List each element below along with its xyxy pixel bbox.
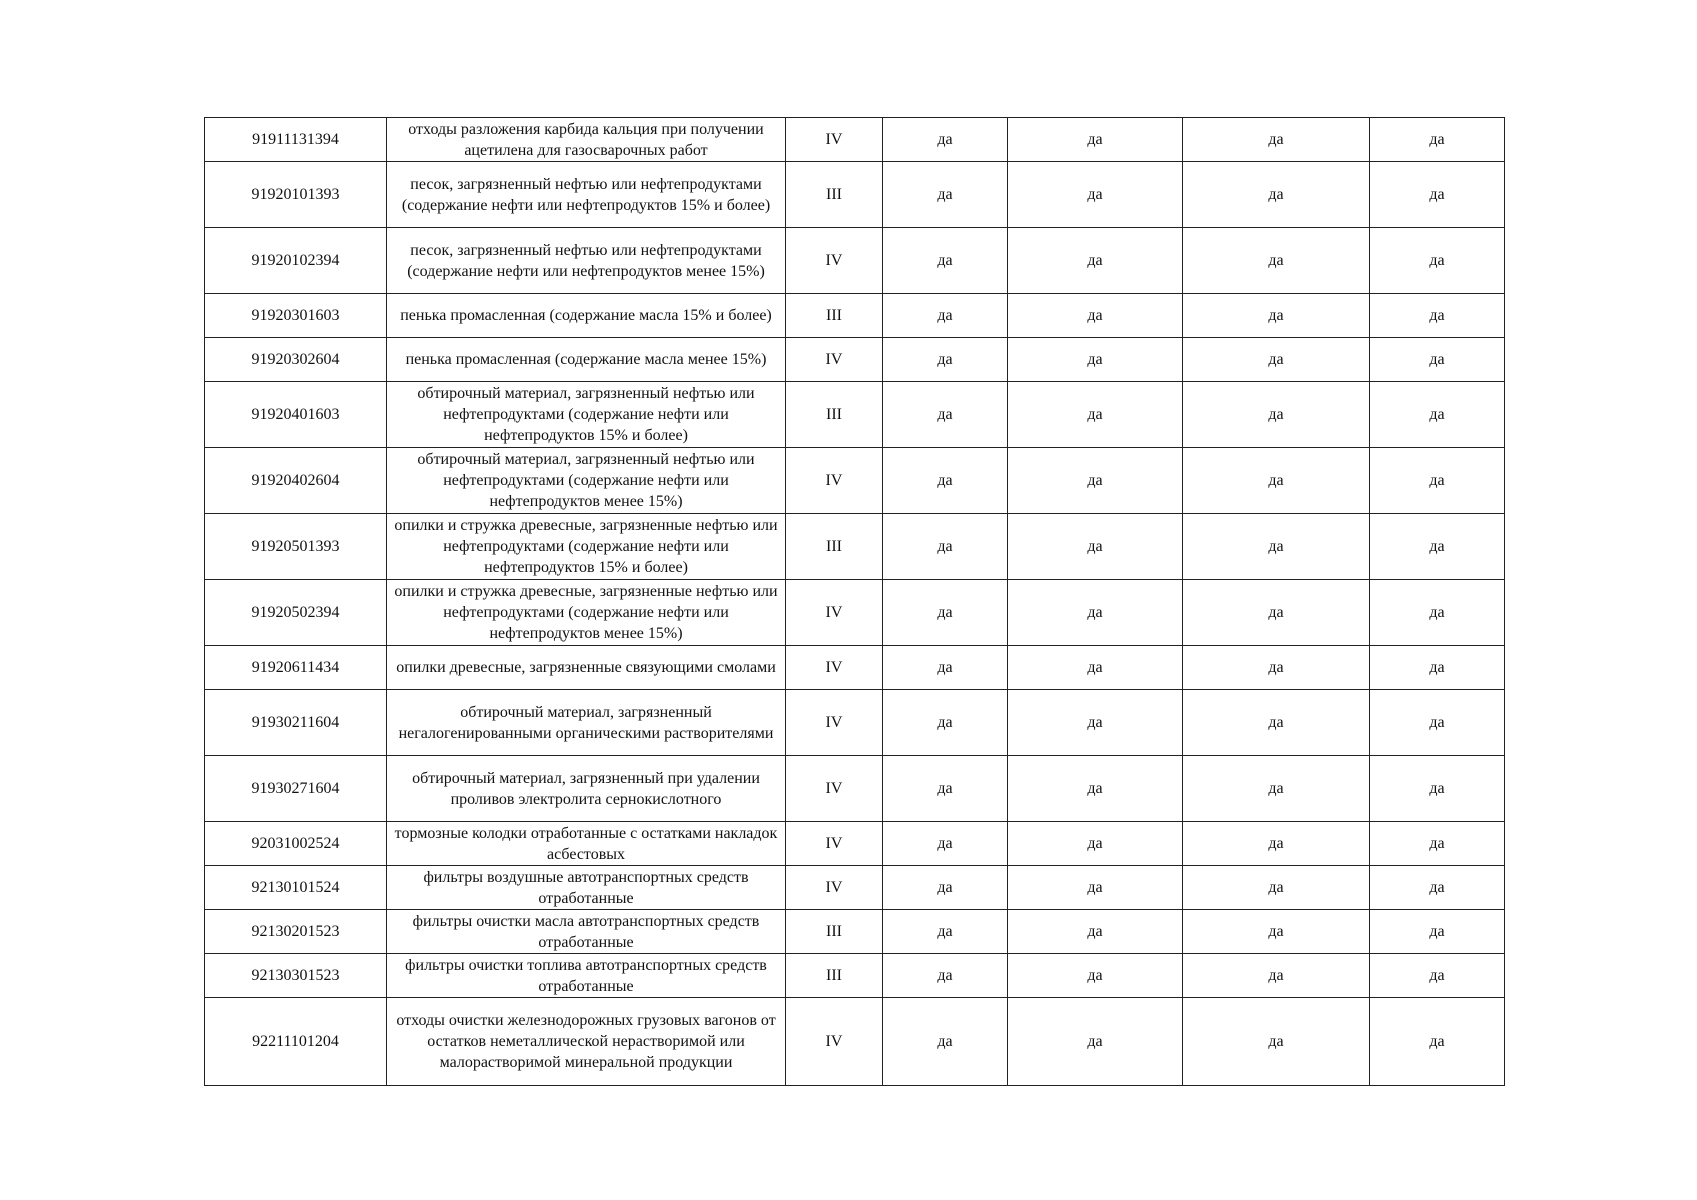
hazard-class-cell: III	[786, 954, 883, 998]
flag-cell-4: да	[1370, 228, 1505, 294]
flag-cell-4: да	[1370, 338, 1505, 382]
flag-cell-3: да	[1183, 580, 1370, 646]
waste-code-cell: 91920402604	[205, 448, 387, 514]
flag-cell-4: да	[1370, 866, 1505, 910]
flag-cell-4: да	[1370, 382, 1505, 448]
flag-cell-1: да	[883, 646, 1008, 690]
hazard-class-cell: IV	[786, 866, 883, 910]
waste-code-cell: 91920401603	[205, 382, 387, 448]
hazard-class-cell: IV	[786, 118, 883, 162]
hazard-class-cell: IV	[786, 646, 883, 690]
waste-code-cell: 92031002524	[205, 822, 387, 866]
hazard-class-cell: IV	[786, 822, 883, 866]
flag-cell-3: да	[1183, 118, 1370, 162]
flag-cell-4: да	[1370, 646, 1505, 690]
flag-cell-2: да	[1008, 382, 1183, 448]
waste-code-cell: 91920101393	[205, 162, 387, 228]
hazard-class-cell: III	[786, 910, 883, 954]
flag-cell-3: да	[1183, 822, 1370, 866]
table-row	[205, 338, 1505, 382]
flag-cell-4: да	[1370, 910, 1505, 954]
flag-cell-3: да	[1183, 338, 1370, 382]
hazard-class-cell: III	[786, 382, 883, 448]
waste-code-cell: 91930271604	[205, 756, 387, 822]
waste-name-cell: пенька промасленная (содержание масла менее 15%)	[387, 338, 786, 382]
table-row	[205, 580, 1505, 646]
hazard-class-cell: IV	[786, 448, 883, 514]
flag-cell-4: да	[1370, 294, 1505, 338]
hazard-class-cell: III	[786, 162, 883, 228]
table-row	[205, 228, 1505, 294]
waste-classification-table	[204, 117, 1505, 1086]
flag-cell-4: да	[1370, 580, 1505, 646]
flag-cell-4: да	[1370, 448, 1505, 514]
table-row	[205, 954, 1505, 998]
flag-cell-2: да	[1008, 448, 1183, 514]
flag-cell-4: да	[1370, 514, 1505, 580]
flag-cell-3: да	[1183, 646, 1370, 690]
waste-name-cell: фильтры очистки топлива автотранспортных средств отработанные	[387, 954, 786, 998]
flag-cell-3: да	[1183, 866, 1370, 910]
table-row	[205, 646, 1505, 690]
waste-name-cell: пенька промасленная (содержание масла 15% и более)	[387, 294, 786, 338]
flag-cell-1: да	[883, 866, 1008, 910]
flag-cell-1: да	[883, 822, 1008, 866]
waste-code-cell: 91930211604	[205, 690, 387, 756]
table-row	[205, 756, 1505, 822]
flag-cell-1: да	[883, 514, 1008, 580]
flag-cell-1: да	[883, 756, 1008, 822]
flag-cell-4: да	[1370, 954, 1505, 998]
hazard-class-cell: IV	[786, 228, 883, 294]
flag-cell-2: да	[1008, 294, 1183, 338]
flag-cell-2: да	[1008, 690, 1183, 756]
flag-cell-4: да	[1370, 998, 1505, 1086]
flag-cell-3: да	[1183, 514, 1370, 580]
flag-cell-1: да	[883, 162, 1008, 228]
flag-cell-3: да	[1183, 448, 1370, 514]
waste-code-cell: 91920502394	[205, 580, 387, 646]
flag-cell-2: да	[1008, 954, 1183, 998]
flag-cell-1: да	[883, 910, 1008, 954]
table-row	[205, 690, 1505, 756]
waste-code-cell: 91920102394	[205, 228, 387, 294]
flag-cell-1: да	[883, 382, 1008, 448]
flag-cell-2: да	[1008, 646, 1183, 690]
waste-name-cell: тормозные колодки отработанные с остатками накладок асбестовых	[387, 822, 786, 866]
hazard-class-cell: IV	[786, 690, 883, 756]
waste-code-cell: 92130201523	[205, 910, 387, 954]
flag-cell-2: да	[1008, 228, 1183, 294]
waste-name-cell: опилки и стружка древесные, загрязненные нефтью или нефтепродуктами (содержание нефти или нефтепродуктов 15% и более)	[387, 514, 786, 580]
waste-name-cell: отходы разложения карбида кальция при получении ацетилена для газосварочных работ	[387, 118, 786, 162]
flag-cell-3: да	[1183, 690, 1370, 756]
waste-name-cell: опилки древесные, загрязненные связующими смолами	[387, 646, 786, 690]
waste-name-cell: песок, загрязненный нефтью или нефтепродуктами (содержание нефти или нефтепродуктов 15% и более)	[387, 162, 786, 228]
flag-cell-1: да	[883, 338, 1008, 382]
hazard-class-cell: III	[786, 294, 883, 338]
waste-name-cell: отходы очистки железнодорожных грузовых вагонов от остатков неметаллической нерастворимой или малорастворимой минеральной продукции	[387, 998, 786, 1086]
flag-cell-2: да	[1008, 338, 1183, 382]
waste-name-cell: обтирочный материал, загрязненный нефтью или нефтепродуктами (содержание нефти или нефтепродуктов 15% и более)	[387, 382, 786, 448]
waste-code-cell: 91920302604	[205, 338, 387, 382]
hazard-class-cell: IV	[786, 998, 883, 1086]
waste-code-cell: 92130101524	[205, 866, 387, 910]
hazard-class-cell: IV	[786, 580, 883, 646]
waste-name-cell: опилки и стружка древесные, загрязненные нефтью или нефтепродуктами (содержание нефти или нефтепродуктов менее 15%)	[387, 580, 786, 646]
flag-cell-3: да	[1183, 382, 1370, 448]
hazard-class-cell: IV	[786, 338, 883, 382]
table-row	[205, 382, 1505, 448]
hazard-class-cell: III	[786, 514, 883, 580]
waste-name-cell: фильтры очистки масла автотранспортных средств отработанные	[387, 910, 786, 954]
flag-cell-1: да	[883, 294, 1008, 338]
flag-cell-2: да	[1008, 866, 1183, 910]
waste-code-cell: 91920501393	[205, 514, 387, 580]
flag-cell-3: да	[1183, 910, 1370, 954]
flag-cell-4: да	[1370, 118, 1505, 162]
flag-cell-2: да	[1008, 162, 1183, 228]
flag-cell-3: да	[1183, 998, 1370, 1086]
flag-cell-1: да	[883, 448, 1008, 514]
waste-name-cell: обтирочный материал, загрязненный негалогенированными органическими растворителями	[387, 690, 786, 756]
table-row	[205, 514, 1505, 580]
flag-cell-4: да	[1370, 690, 1505, 756]
table-row	[205, 866, 1505, 910]
flag-cell-2: да	[1008, 756, 1183, 822]
flag-cell-2: да	[1008, 118, 1183, 162]
flag-cell-4: да	[1370, 822, 1505, 866]
waste-name-cell: фильтры воздушные автотранспортных средств отработанные	[387, 866, 786, 910]
flag-cell-2: да	[1008, 910, 1183, 954]
table-row	[205, 162, 1505, 228]
flag-cell-2: да	[1008, 580, 1183, 646]
flag-cell-4: да	[1370, 162, 1505, 228]
flag-cell-3: да	[1183, 756, 1370, 822]
hazard-class-cell: IV	[786, 756, 883, 822]
flag-cell-2: да	[1008, 822, 1183, 866]
flag-cell-3: да	[1183, 162, 1370, 228]
waste-name-cell: обтирочный материал, загрязненный нефтью или нефтепродуктами (содержание нефти или нефтепродуктов менее 15%)	[387, 448, 786, 514]
table-row	[205, 448, 1505, 514]
flag-cell-3: да	[1183, 228, 1370, 294]
waste-name-cell: обтирочный материал, загрязненный при удалении проливов электролита сернокислотного	[387, 756, 786, 822]
waste-code-cell: 91920301603	[205, 294, 387, 338]
flag-cell-1: да	[883, 228, 1008, 294]
flag-cell-1: да	[883, 998, 1008, 1086]
flag-cell-2: да	[1008, 514, 1183, 580]
table-row	[205, 910, 1505, 954]
flag-cell-1: да	[883, 954, 1008, 998]
flag-cell-2: да	[1008, 998, 1183, 1086]
flag-cell-3: да	[1183, 294, 1370, 338]
waste-code-cell: 91920611434	[205, 646, 387, 690]
waste-code-cell: 92130301523	[205, 954, 387, 998]
flag-cell-1: да	[883, 690, 1008, 756]
table-row	[205, 294, 1505, 338]
waste-name-cell: песок, загрязненный нефтью или нефтепродуктами (содержание нефти или нефтепродуктов менее 15%)	[387, 228, 786, 294]
flag-cell-4: да	[1370, 756, 1505, 822]
flag-cell-1: да	[883, 580, 1008, 646]
waste-code-cell: 91911131394	[205, 118, 387, 162]
table-row	[205, 822, 1505, 866]
table-row	[205, 118, 1505, 162]
flag-cell-1: да	[883, 118, 1008, 162]
table-row	[205, 998, 1505, 1086]
waste-code-cell: 92211101204	[205, 998, 387, 1086]
flag-cell-3: да	[1183, 954, 1370, 998]
